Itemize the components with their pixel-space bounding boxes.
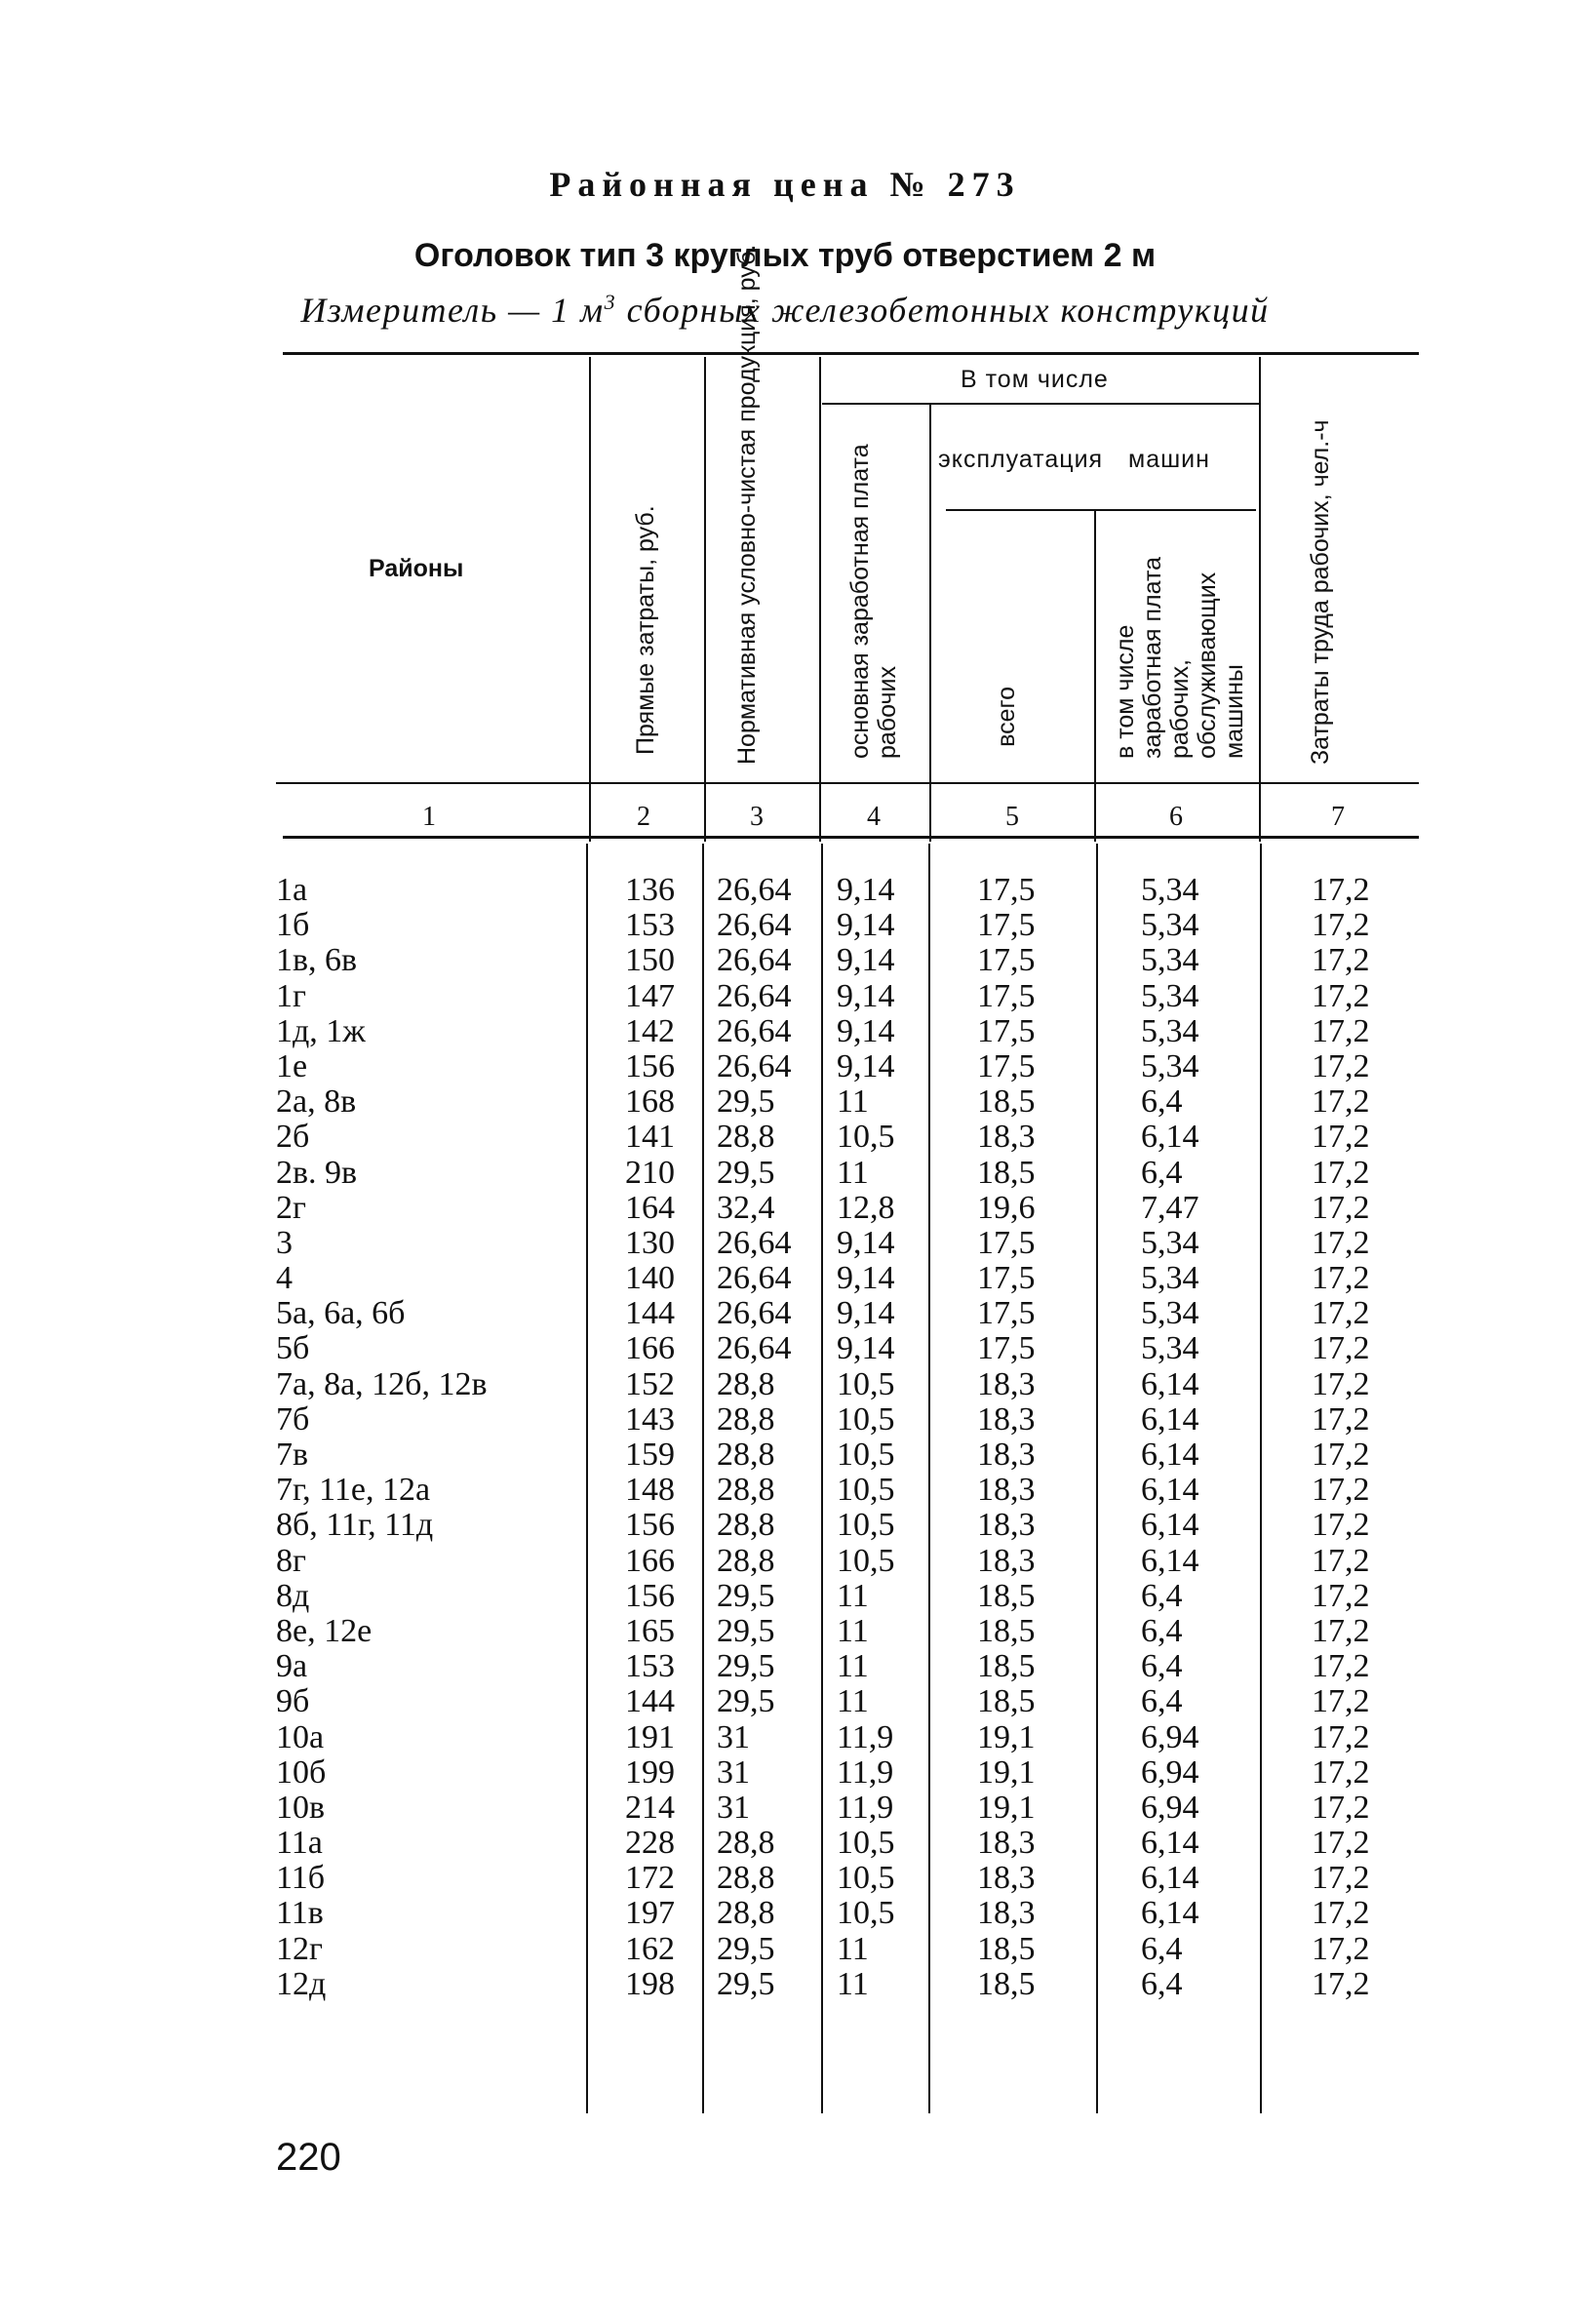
cell-operator-wage: 6,14: [1141, 1365, 1199, 1402]
table-row: [0, 1649, 1570, 1684]
cell-direct-costs: 191: [625, 1718, 675, 1755]
table-row: [0, 1120, 1570, 1155]
cell-district: 9б: [276, 1683, 310, 1720]
table-top-rule: [283, 352, 1419, 355]
header-normative-products-text: Нормативная условно-чистая продукция, руб.: [733, 244, 761, 765]
col-divider-3: [819, 357, 821, 842]
cell-machines-total: 19,1: [977, 1753, 1036, 1791]
cell-labor: 17,2: [1312, 1612, 1370, 1649]
cell-base-wage: 9,14: [837, 1012, 895, 1049]
cell-operator-wage: 6,4: [1141, 1154, 1183, 1191]
cell-operator-wage: 6,14: [1141, 1507, 1199, 1544]
table-row: [0, 1191, 1570, 1226]
cell-normative: 32,4: [717, 1189, 775, 1226]
cell-operator-wage: 6,14: [1141, 1119, 1199, 1156]
cell-direct-costs: 164: [625, 1189, 675, 1226]
cell-labor: 17,2: [1312, 1542, 1370, 1579]
cell-direct-costs: 162: [625, 1930, 675, 1967]
table-row: [0, 1508, 1570, 1543]
table-row: [0, 1438, 1570, 1473]
cell-direct-costs: 172: [625, 1860, 675, 1897]
cell-base-wage: 9,14: [837, 977, 895, 1014]
table-row: [0, 908, 1570, 943]
cell-operator-wage: 6,94: [1141, 1789, 1199, 1826]
cell-machines-total: 17,5: [977, 1330, 1036, 1367]
cell-district: 1в, 6в: [276, 942, 358, 979]
cell-direct-costs: 156: [625, 1047, 675, 1084]
cell-labor: 17,2: [1312, 942, 1370, 979]
cell-direct-costs: 153: [625, 1648, 675, 1685]
cell-normative: 29,5: [717, 1965, 775, 2002]
cell-district: 2б: [276, 1119, 310, 1156]
col-divider-1: [589, 357, 591, 842]
cell-base-wage: 10,5: [837, 1119, 895, 1156]
cell-district: 2в. 9в: [276, 1154, 358, 1191]
page-title: Районная цена № 273: [549, 165, 1021, 204]
cell-operator-wage: 5,34: [1141, 1224, 1199, 1261]
cell-labor: 17,2: [1312, 1507, 1370, 1544]
col-divider-5: [1094, 511, 1096, 842]
table-row: [0, 1967, 1570, 2002]
cell-machines-total: 17,5: [977, 1224, 1036, 1261]
cell-direct-costs: 199: [625, 1753, 675, 1791]
cell-machines-total: 18,5: [977, 1612, 1036, 1649]
cell-base-wage: 11,9: [837, 1789, 894, 1826]
cell-machines-total: 18,5: [977, 1154, 1036, 1191]
cell-base-wage: 11: [837, 1930, 869, 1967]
header-including: В том числе: [961, 366, 1109, 393]
cell-labor: 17,2: [1312, 1224, 1370, 1261]
cell-district: 4: [276, 1260, 293, 1297]
cell-district: 3: [276, 1224, 293, 1261]
cell-operator-wage: 6,4: [1141, 1083, 1183, 1121]
cell-base-wage: 10,5: [837, 1437, 895, 1473]
cell-district: 2г: [276, 1189, 306, 1226]
cell-direct-costs: 165: [625, 1612, 675, 1649]
cell-normative: 28,8: [717, 1542, 775, 1579]
cell-direct-costs: 148: [625, 1472, 675, 1509]
cell-direct-costs: 156: [625, 1577, 675, 1614]
cell-machines-total: 18,5: [977, 1083, 1036, 1121]
cell-base-wage: 9,14: [837, 1047, 895, 1084]
cell-normative: 29,5: [717, 1612, 775, 1649]
cell-machines-total: 18,5: [977, 1683, 1036, 1720]
header-labor-text: Затраты труда рабочих, чел.-ч: [1307, 419, 1334, 765]
cell-normative: 31: [717, 1789, 750, 1826]
cell-normative: 29,5: [717, 1083, 775, 1121]
header-direct-costs: Прямые затраты, руб.: [632, 505, 659, 755]
cell-labor: 17,2: [1312, 1437, 1370, 1473]
cell-labor: 17,2: [1312, 1154, 1370, 1191]
cell-direct-costs: 136: [625, 872, 675, 908]
header-districts: Районы: [369, 555, 464, 582]
cell-machines-total: 19,6: [977, 1189, 1036, 1226]
cell-labor: 17,2: [1312, 1789, 1370, 1826]
cell-labor: 17,2: [1312, 1825, 1370, 1862]
cell-base-wage: 10,5: [837, 1860, 895, 1897]
cell-labor: 17,2: [1312, 977, 1370, 1014]
cell-direct-costs: 147: [625, 977, 675, 1014]
cell-base-wage: 10,5: [837, 1472, 895, 1509]
cell-normative: 26,64: [717, 977, 792, 1014]
cell-labor: 17,2: [1312, 1965, 1370, 2002]
table-row: [0, 979, 1570, 1014]
cell-base-wage: 10,5: [837, 1400, 895, 1438]
cell-machines-total: 18,3: [977, 1542, 1036, 1579]
cell-normative: 26,64: [717, 1047, 792, 1084]
cell-operator-wage: 5,34: [1141, 1330, 1199, 1367]
header-base-wage-text: основная заработная плата рабочих: [846, 444, 901, 759]
header-base-wage: [846, 408, 903, 759]
cell-machines-total: 18,3: [977, 1860, 1036, 1897]
table-subtitle: Оголовок тип 3 круглых труб отверстием 2 м: [413, 237, 1157, 274]
cell-labor: 17,2: [1312, 1047, 1370, 1084]
cell-normative: 28,8: [717, 1507, 775, 1544]
cell-operator-wage: 6,4: [1141, 1930, 1183, 1967]
cell-machines-total: 17,5: [977, 1295, 1036, 1332]
cell-base-wage: 9,14: [837, 1330, 895, 1367]
cell-district: 7а, 8а, 12б, 12в: [276, 1365, 488, 1402]
cell-machines-total: 18,3: [977, 1119, 1036, 1156]
cell-machines-total: 18,3: [977, 1472, 1036, 1509]
col-divider-6: [1259, 357, 1261, 842]
cell-normative: 26,64: [717, 1260, 792, 1297]
cell-labor: 17,2: [1312, 872, 1370, 908]
cell-normative: 26,64: [717, 1330, 792, 1367]
cell-district: 1а: [276, 872, 308, 908]
cell-district: 8д: [276, 1577, 310, 1614]
table-row: [0, 1156, 1570, 1191]
cell-district: 10а: [276, 1718, 325, 1755]
cell-base-wage: 11: [837, 1154, 869, 1191]
cell-base-wage: 9,14: [837, 872, 895, 908]
cell-base-wage: 9,14: [837, 942, 895, 979]
table-row: [0, 1861, 1570, 1896]
cell-normative: 29,5: [717, 1930, 775, 1967]
cell-machines-total: 17,5: [977, 1260, 1036, 1297]
table-row: [0, 873, 1570, 908]
cell-machines-total: 18,5: [977, 1648, 1036, 1685]
cell-district: 11в: [276, 1895, 324, 1932]
cell-machines-total: 18,3: [977, 1437, 1036, 1473]
including-rule: [822, 403, 1259, 405]
cell-labor: 17,2: [1312, 1577, 1370, 1614]
col-number-1: 1: [422, 802, 436, 832]
cell-district: 7в: [276, 1437, 309, 1473]
cell-labor: 17,2: [1312, 1330, 1370, 1367]
cell-direct-costs: 150: [625, 942, 675, 979]
col-divider-2: [704, 357, 706, 842]
cell-machines-total: 18,3: [977, 1825, 1036, 1862]
cell-labor: 17,2: [1312, 1860, 1370, 1897]
col-number-4: 4: [867, 802, 881, 832]
cell-operator-wage: 6,14: [1141, 1825, 1199, 1862]
cell-operator-wage: 6,4: [1141, 1648, 1183, 1685]
cell-labor: 17,2: [1312, 1648, 1370, 1685]
cell-labor: 17,2: [1312, 1718, 1370, 1755]
cell-normative: 28,8: [717, 1895, 775, 1932]
cell-operator-wage: 6,14: [1141, 1400, 1199, 1438]
cell-operator-wage: 6,14: [1141, 1437, 1199, 1473]
cell-direct-costs: 141: [625, 1119, 675, 1156]
cell-operator-wage: 5,34: [1141, 1260, 1199, 1297]
table-row: [0, 1791, 1570, 1826]
col-divider-4: [929, 405, 931, 842]
table-row: [0, 1896, 1570, 1931]
cell-base-wage: 9,14: [837, 1224, 895, 1261]
cell-direct-costs: 166: [625, 1330, 675, 1367]
cell-normative: 26,64: [717, 942, 792, 979]
cell-normative: 29,5: [717, 1154, 775, 1191]
header-normative-products: [733, 244, 761, 765]
cell-labor: 17,2: [1312, 1365, 1370, 1402]
cell-operator-wage: 6,14: [1141, 1860, 1199, 1897]
cell-district: 11б: [276, 1860, 326, 1897]
cell-base-wage: 11: [837, 1577, 869, 1614]
cell-normative: 28,8: [717, 1472, 775, 1509]
cell-labor: 17,2: [1312, 1295, 1370, 1332]
cell-normative: 26,64: [717, 872, 792, 908]
cell-direct-costs: 153: [625, 907, 675, 944]
cell-direct-costs: 144: [625, 1295, 675, 1332]
cell-district: 7г, 11е, 12а: [276, 1472, 431, 1509]
col-number-3: 3: [750, 802, 764, 832]
cell-normative: 31: [717, 1753, 750, 1791]
cell-operator-wage: 5,34: [1141, 872, 1199, 908]
col-number-2: 2: [637, 802, 650, 832]
cell-normative: 29,5: [717, 1683, 775, 1720]
cell-district: 12д: [276, 1965, 327, 2002]
cell-base-wage: 11,9: [837, 1718, 894, 1755]
cell-operator-wage: 6,4: [1141, 1965, 1183, 2002]
header-operator-wage: [1112, 515, 1248, 759]
page-number: 220: [276, 2136, 341, 2179]
col-number-6: 6: [1169, 802, 1183, 832]
cell-district: 12г: [276, 1930, 323, 1967]
table-row: [0, 1544, 1570, 1579]
numbers-bottom-rule: [283, 836, 1419, 839]
table-row: [0, 1084, 1570, 1120]
cell-machines-total: 18,5: [977, 1965, 1036, 2002]
cell-operator-wage: 5,34: [1141, 1047, 1199, 1084]
cell-labor: 17,2: [1312, 1400, 1370, 1438]
cell-labor: 17,2: [1312, 907, 1370, 944]
cell-machines-total: 17,5: [977, 907, 1036, 944]
cell-district: 10в: [276, 1789, 326, 1826]
cell-operator-wage: 6,94: [1141, 1753, 1199, 1791]
cell-base-wage: 11: [837, 1683, 869, 1720]
cell-direct-costs: 214: [625, 1789, 675, 1826]
cell-direct-costs: 144: [625, 1683, 675, 1720]
cell-district: 1г: [276, 977, 306, 1014]
table-row: [0, 1049, 1570, 1084]
cell-base-wage: 10,5: [837, 1895, 895, 1932]
cell-normative: 26,64: [717, 907, 792, 944]
cell-district: 1е: [276, 1047, 308, 1084]
cell-machines-total: 18,3: [977, 1365, 1036, 1402]
cell-base-wage: 11,9: [837, 1753, 894, 1791]
cell-machines-total: 17,5: [977, 1012, 1036, 1049]
cell-normative: 26,64: [717, 1012, 792, 1049]
cell-district: 8г: [276, 1542, 306, 1579]
col-number-5: 5: [1005, 802, 1019, 832]
cell-machines-total: 17,5: [977, 942, 1036, 979]
cell-labor: 17,2: [1312, 1119, 1370, 1156]
measure-sup: 3: [604, 290, 617, 314]
cell-base-wage: 9,14: [837, 1295, 895, 1332]
cell-operator-wage: 6,4: [1141, 1683, 1183, 1720]
cell-labor: 17,2: [1312, 1012, 1370, 1049]
table-row: [0, 1579, 1570, 1614]
cell-normative: 31: [717, 1718, 750, 1755]
cell-machines-total: 17,5: [977, 977, 1036, 1014]
cell-district: 9а: [276, 1648, 308, 1685]
cell-base-wage: 11: [837, 1648, 869, 1685]
header-bottom-rule: [276, 782, 1419, 784]
cell-district: 7б: [276, 1400, 310, 1438]
table-row: [0, 1614, 1570, 1649]
table-row: [0, 1473, 1570, 1508]
cell-labor: 17,2: [1312, 1895, 1370, 1932]
cell-operator-wage: 6,14: [1141, 1472, 1199, 1509]
cell-labor: 17,2: [1312, 1753, 1370, 1791]
header-labor: [1307, 357, 1365, 765]
cell-district: 1б: [276, 907, 310, 944]
table-row: [0, 1014, 1570, 1049]
cell-district: 2а, 8в: [276, 1083, 357, 1121]
cell-base-wage: 11: [837, 1083, 869, 1121]
cell-normative: 28,8: [717, 1400, 775, 1438]
header-operator-wage-text: в том числе заработная плата рабочих, обслуживающих машины: [1112, 556, 1248, 759]
measure-prefix: Измеритель — 1 м: [300, 291, 605, 330]
table-row: [0, 1331, 1570, 1366]
table-row: [0, 1296, 1570, 1331]
cell-operator-wage: 5,34: [1141, 1295, 1199, 1332]
table-row: [0, 943, 1570, 978]
table-row: [0, 1826, 1570, 1861]
table-row: [0, 1367, 1570, 1402]
table-row: [0, 1720, 1570, 1755]
cell-machines-total: 18,3: [977, 1895, 1036, 1932]
cell-district: 1д, 1ж: [276, 1012, 366, 1049]
cell-operator-wage: 5,34: [1141, 977, 1199, 1014]
cell-direct-costs: 198: [625, 1965, 675, 2002]
cell-district: 10б: [276, 1753, 327, 1791]
cell-labor: 17,2: [1312, 1472, 1370, 1509]
cell-machines-total: 17,5: [977, 872, 1036, 908]
cell-base-wage: 9,14: [837, 1260, 895, 1297]
cell-district: 5а, 6а, 6б: [276, 1295, 406, 1332]
cell-machines-total: 18,5: [977, 1577, 1036, 1614]
cell-direct-costs: 166: [625, 1542, 675, 1579]
cell-district: 8е, 12е: [276, 1612, 373, 1649]
col-number-7: 7: [1331, 802, 1345, 832]
table-row: [0, 1226, 1570, 1261]
cell-base-wage: 10,5: [837, 1507, 895, 1544]
cell-base-wage: 10,5: [837, 1825, 895, 1862]
cell-machines-total: 19,1: [977, 1718, 1036, 1755]
cell-base-wage: 10,5: [837, 1542, 895, 1579]
cell-labor: 17,2: [1312, 1683, 1370, 1720]
cell-direct-costs: 156: [625, 1507, 675, 1544]
cell-direct-costs: 140: [625, 1260, 675, 1297]
header-total: всего: [993, 687, 1020, 747]
cell-normative: 28,8: [717, 1825, 775, 1862]
table-row: [0, 1932, 1570, 1967]
cell-operator-wage: 5,34: [1141, 942, 1199, 979]
cell-direct-costs: 228: [625, 1825, 675, 1862]
cell-normative: 29,5: [717, 1648, 775, 1685]
cell-operator-wage: 7,47: [1141, 1189, 1199, 1226]
cell-direct-costs: 210: [625, 1154, 675, 1191]
cell-direct-costs: 152: [625, 1365, 675, 1402]
table-row: [0, 1261, 1570, 1296]
cell-normative: 28,8: [717, 1365, 775, 1402]
cell-direct-costs: 197: [625, 1895, 675, 1932]
cell-direct-costs: 168: [625, 1083, 675, 1121]
cell-base-wage: 12,8: [837, 1189, 895, 1226]
cell-district: 8б, 11г, 11д: [276, 1507, 434, 1544]
cell-labor: 17,2: [1312, 1083, 1370, 1121]
cell-labor: 17,2: [1312, 1189, 1370, 1226]
cell-operator-wage: 6,14: [1141, 1542, 1199, 1579]
cell-district: 11а: [276, 1825, 323, 1862]
table-row: [0, 1755, 1570, 1791]
cell-labor: 17,2: [1312, 1260, 1370, 1297]
cell-machines-total: 17,5: [977, 1047, 1036, 1084]
cell-direct-costs: 143: [625, 1400, 675, 1438]
cell-base-wage: 9,14: [837, 907, 895, 944]
cell-base-wage: 11: [837, 1612, 869, 1649]
cell-district: 5б: [276, 1330, 310, 1367]
cell-operator-wage: 5,34: [1141, 1012, 1199, 1049]
cell-operator-wage: 6,4: [1141, 1612, 1183, 1649]
cell-machines-total: 18,3: [977, 1507, 1036, 1544]
cell-normative: 28,8: [717, 1437, 775, 1473]
cell-normative: 26,64: [717, 1224, 792, 1261]
cell-base-wage: 10,5: [837, 1365, 895, 1402]
cell-direct-costs: 130: [625, 1224, 675, 1261]
measure-suffix: сборных железобетонных конструкций: [616, 291, 1270, 330]
cell-operator-wage: 6,4: [1141, 1577, 1183, 1614]
cell-direct-costs: 159: [625, 1437, 675, 1473]
table-row: [0, 1402, 1570, 1438]
table-body: [0, 873, 1570, 2002]
cell-normative: 29,5: [717, 1577, 775, 1614]
machines-rule: [946, 509, 1256, 511]
cell-operator-wage: 6,14: [1141, 1895, 1199, 1932]
cell-machines-total: 18,5: [977, 1930, 1036, 1967]
cell-normative: 26,64: [717, 1295, 792, 1332]
cell-labor: 17,2: [1312, 1930, 1370, 1967]
cell-machines-total: 18,3: [977, 1400, 1036, 1438]
table-row: [0, 1684, 1570, 1719]
cell-operator-wage: 5,34: [1141, 907, 1199, 944]
cell-normative: 28,8: [717, 1860, 775, 1897]
cell-machines-total: 19,1: [977, 1789, 1036, 1826]
cell-operator-wage: 6,94: [1141, 1718, 1199, 1755]
cell-normative: 28,8: [717, 1119, 775, 1156]
cell-direct-costs: 142: [625, 1012, 675, 1049]
header-machine-operation: эксплуатация машин: [938, 446, 1210, 473]
cell-base-wage: 11: [837, 1965, 869, 2002]
measure-unit: [0, 290, 1570, 331]
